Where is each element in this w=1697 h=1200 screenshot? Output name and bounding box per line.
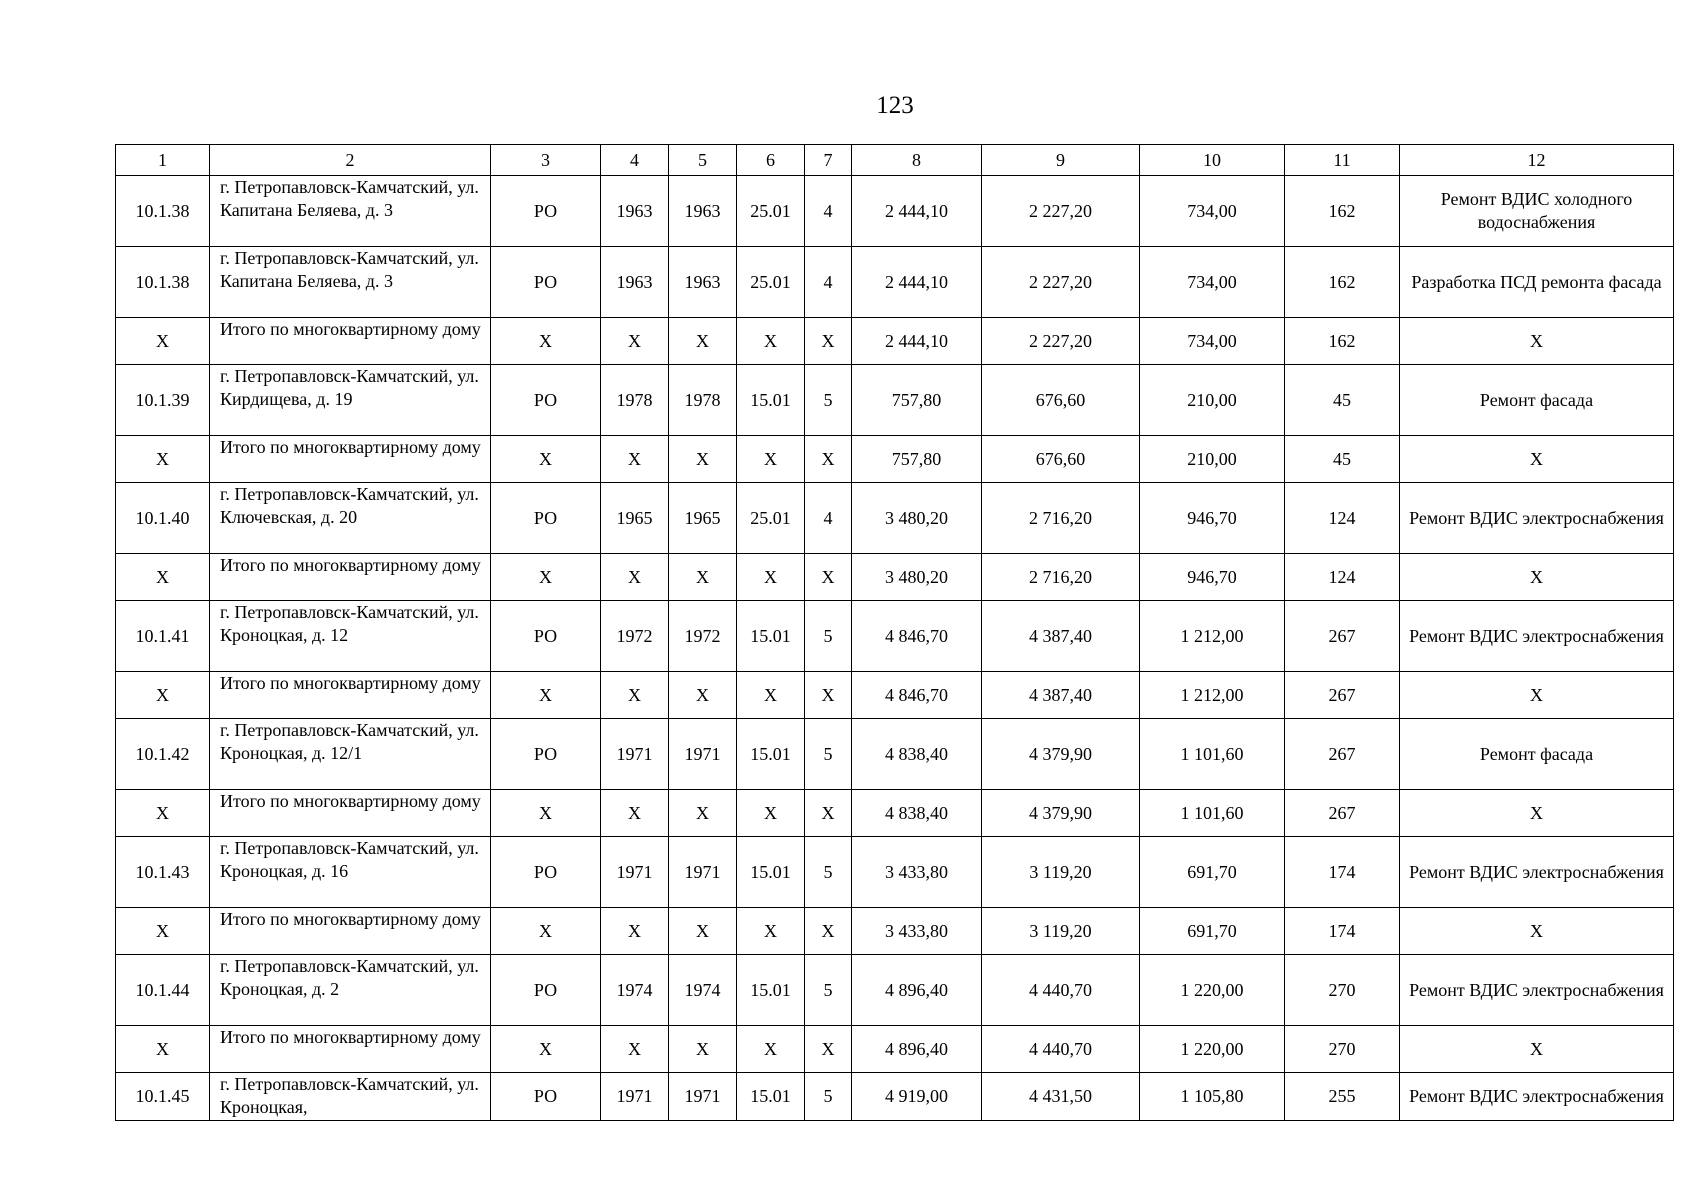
col7-cell: X [805,318,852,365]
col7-cell: 5 [805,1073,852,1121]
address-cell: Итого по многоквартирному дому [210,672,491,719]
col7-cell: X [805,554,852,601]
row-number-cell: X [116,790,210,837]
table-row [116,247,1674,318]
total-row [116,908,1674,955]
table-row [116,719,1674,790]
header-cell: 4 [601,145,669,176]
col3-cell: РО [491,601,601,672]
address-cell: г. Петропавловск-Камчатский, ул. Ключевская, д. 20 [210,483,491,554]
col6-cell: 25.01 [737,176,805,247]
col11-cell: 45 [1285,365,1400,436]
col6-cell: X [737,672,805,719]
row-number-cell: X [116,554,210,601]
col9-cell: 4 440,70 [982,955,1140,1026]
col10-cell: 210,00 [1140,436,1285,483]
col11-cell: 270 [1285,1026,1400,1073]
header-cell: 8 [852,145,982,176]
address-cell: Итого по многоквартирному дому [210,554,491,601]
col3-cell: РО [491,483,601,554]
work-type-cell: X [1400,318,1674,365]
col10-cell: 691,70 [1140,908,1285,955]
work-type-cell: Ремонт ВДИС электроснабжения [1400,837,1674,908]
col8-cell: 2 444,10 [852,318,982,365]
work-type-cell: Ремонт ВДИС электроснабжения [1400,955,1674,1026]
col6-cell: 15.01 [737,955,805,1026]
col8-cell: 4 846,70 [852,672,982,719]
table-row [116,365,1674,436]
table-row [116,1073,1674,1121]
header-cell: 7 [805,145,852,176]
col8-cell: 757,80 [852,365,982,436]
work-type-cell: Ремонт ВДИС электроснабжения [1400,483,1674,554]
col3-cell: РО [491,955,601,1026]
col8-cell: 757,80 [852,436,982,483]
work-type-cell: X [1400,672,1674,719]
col10-cell: 1 212,00 [1140,601,1285,672]
header-cell: 3 [491,145,601,176]
row-number-cell: 10.1.43 [116,837,210,908]
col10-cell: 210,00 [1140,365,1285,436]
col8-cell: 3 433,80 [852,837,982,908]
col7-cell: 5 [805,601,852,672]
address-cell: г. Петропавловск-Камчатский, ул. Кроноцкая, д. 12/1 [210,719,491,790]
col10-cell: 1 212,00 [1140,672,1285,719]
col5-cell: X [669,1026,737,1073]
col4-cell: 1971 [601,837,669,908]
header-cell: 11 [1285,145,1400,176]
row-number-cell: 10.1.39 [116,365,210,436]
work-type-cell: X [1400,554,1674,601]
col11-cell: 255 [1285,1073,1400,1121]
row-number-cell: X [116,1026,210,1073]
work-type-cell: X [1400,1026,1674,1073]
col4-cell: X [601,554,669,601]
repair-program-table [115,144,1674,1121]
col9-cell: 2 716,20 [982,554,1140,601]
col3-cell: РО [491,1073,601,1121]
col4-cell: X [601,908,669,955]
col7-cell: 5 [805,955,852,1026]
address-cell: г. Петропавловск-Камчатский, ул. Кроноцкая, д. 16 [210,837,491,908]
col5-cell: 1972 [669,601,737,672]
col5-cell: 1971 [669,1073,737,1121]
col4-cell: X [601,672,669,719]
col7-cell: X [805,672,852,719]
col5-cell: X [669,436,737,483]
col9-cell: 3 119,20 [982,908,1140,955]
col8-cell: 2 444,10 [852,247,982,318]
row-number-cell: 10.1.42 [116,719,210,790]
col5-cell: X [669,908,737,955]
col11-cell: 162 [1285,247,1400,318]
col4-cell: 1971 [601,719,669,790]
col4-cell: 1963 [601,247,669,318]
col7-cell: 5 [805,837,852,908]
col6-cell: 15.01 [737,837,805,908]
col7-cell: 4 [805,176,852,247]
col4-cell: 1963 [601,176,669,247]
col5-cell: 1965 [669,483,737,554]
col6-cell: X [737,554,805,601]
work-type-cell: Ремонт ВДИС холодного водоснабжения [1400,176,1674,247]
table-row [116,601,1674,672]
col8-cell: 4 838,40 [852,719,982,790]
table-body [116,145,1674,1121]
work-type-cell: Ремонт фасада [1400,719,1674,790]
col9-cell: 4 379,90 [982,790,1140,837]
col10-cell: 946,70 [1140,483,1285,554]
col4-cell: 1978 [601,365,669,436]
col10-cell: 1 105,80 [1140,1073,1285,1121]
col6-cell: 25.01 [737,247,805,318]
col6-cell: 15.01 [737,719,805,790]
col11-cell: 124 [1285,483,1400,554]
work-type-cell: X [1400,436,1674,483]
col9-cell: 4 379,90 [982,719,1140,790]
col9-cell: 2 716,20 [982,483,1140,554]
col11-cell: 162 [1285,176,1400,247]
page-number: 123 [876,92,914,119]
col10-cell: 1 101,60 [1140,719,1285,790]
col4-cell: X [601,318,669,365]
col9-cell: 4 431,50 [982,1073,1140,1121]
total-row [116,554,1674,601]
col4-cell: 1972 [601,601,669,672]
address-cell: г. Петропавловск-Камчатский, ул. Кирдищева, д. 19 [210,365,491,436]
col6-cell: 15.01 [737,365,805,436]
col5-cell: 1963 [669,176,737,247]
col8-cell: 2 444,10 [852,176,982,247]
col6-cell: X [737,908,805,955]
col6-cell: 15.01 [737,1073,805,1121]
work-type-cell: Ремонт фасада [1400,365,1674,436]
col8-cell: 3 433,80 [852,908,982,955]
col6-cell: X [737,790,805,837]
col4-cell: X [601,1026,669,1073]
col8-cell: 4 838,40 [852,790,982,837]
col5-cell: 1978 [669,365,737,436]
table-row [116,176,1674,247]
col9-cell: 4 387,40 [982,601,1140,672]
col3-cell: X [491,908,601,955]
address-cell: г. Петропавловск-Камчатский, ул. Капитана Беляева, д. 3 [210,247,491,318]
col3-cell: X [491,1026,601,1073]
col8-cell: 3 480,20 [852,483,982,554]
col9-cell: 4 387,40 [982,672,1140,719]
work-type-cell: Разработка ПСД ремонта фасада [1400,247,1674,318]
col3-cell: РО [491,176,601,247]
col5-cell: X [669,672,737,719]
col9-cell: 676,60 [982,436,1140,483]
col10-cell: 734,00 [1140,247,1285,318]
col11-cell: 267 [1285,672,1400,719]
work-type-cell: Ремонт ВДИС электроснабжения [1400,1073,1674,1121]
col7-cell: 4 [805,247,852,318]
work-type-cell: X [1400,790,1674,837]
header-cell: 2 [210,145,491,176]
row-number-cell: 10.1.38 [116,176,210,247]
col4-cell: 1965 [601,483,669,554]
header-cell: 10 [1140,145,1285,176]
col3-cell: РО [491,837,601,908]
col3-cell: X [491,672,601,719]
col7-cell: X [805,436,852,483]
col8-cell: 4 896,40 [852,955,982,1026]
col11-cell: 45 [1285,436,1400,483]
col10-cell: 691,70 [1140,837,1285,908]
address-cell: Итого по многоквартирному дому [210,908,491,955]
address-cell: Итого по многоквартирному дому [210,1026,491,1073]
address-cell: г. Петропавловск-Камчатский, ул. Кроноцкая, [210,1073,491,1121]
row-number-cell: 10.1.38 [116,247,210,318]
col10-cell: 734,00 [1140,176,1285,247]
address-cell: г. Петропавловск-Камчатский, ул. Кроноцкая, д. 12 [210,601,491,672]
col10-cell: 1 220,00 [1140,1026,1285,1073]
row-number-cell: 10.1.44 [116,955,210,1026]
col10-cell: 946,70 [1140,554,1285,601]
col6-cell: X [737,1026,805,1073]
col4-cell: X [601,790,669,837]
address-cell: Итого по многоквартирному дому [210,318,491,365]
col8-cell: 4 846,70 [852,601,982,672]
col7-cell: X [805,908,852,955]
col5-cell: 1974 [669,955,737,1026]
work-type-cell: Ремонт ВДИС электроснабжения [1400,601,1674,672]
col7-cell: X [805,790,852,837]
col11-cell: 270 [1285,955,1400,1026]
row-number-cell: 10.1.41 [116,601,210,672]
col6-cell: 15.01 [737,601,805,672]
col5-cell: 1971 [669,837,737,908]
col8-cell: 4 919,00 [852,1073,982,1121]
col9-cell: 4 440,70 [982,1026,1140,1073]
col5-cell: X [669,318,737,365]
col8-cell: 3 480,20 [852,554,982,601]
total-row [116,1026,1674,1073]
col11-cell: 267 [1285,601,1400,672]
table-row [116,837,1674,908]
header-cell: 12 [1400,145,1674,176]
col3-cell: РО [491,719,601,790]
col9-cell: 2 227,20 [982,176,1140,247]
col6-cell: X [737,436,805,483]
col10-cell: 734,00 [1140,318,1285,365]
row-number-cell: X [116,318,210,365]
col3-cell: РО [491,247,601,318]
col6-cell: X [737,318,805,365]
total-row [116,436,1674,483]
header-cell: 9 [982,145,1140,176]
col4-cell: 1974 [601,955,669,1026]
header-cell: 1 [116,145,210,176]
total-row [116,790,1674,837]
header-cell: 6 [737,145,805,176]
col9-cell: 2 227,20 [982,318,1140,365]
col11-cell: 267 [1285,790,1400,837]
col11-cell: 267 [1285,719,1400,790]
col11-cell: 124 [1285,554,1400,601]
col4-cell: X [601,436,669,483]
col7-cell: X [805,1026,852,1073]
table-row [116,955,1674,1026]
address-cell: Итого по многоквартирному дому [210,436,491,483]
col11-cell: 162 [1285,318,1400,365]
col3-cell: X [491,554,601,601]
row-number-cell: 10.1.45 [116,1073,210,1121]
col10-cell: 1 101,60 [1140,790,1285,837]
row-number-cell: X [116,436,210,483]
row-number-cell: X [116,672,210,719]
address-cell: г. Петропавловск-Камчатский, ул. Кроноцкая, д. 2 [210,955,491,1026]
row-number-cell: X [116,908,210,955]
table-row [116,483,1674,554]
col11-cell: 174 [1285,908,1400,955]
col6-cell: 25.01 [737,483,805,554]
col10-cell: 1 220,00 [1140,955,1285,1026]
col11-cell: 174 [1285,837,1400,908]
col3-cell: РО [491,365,601,436]
col9-cell: 2 227,20 [982,247,1140,318]
address-cell: г. Петропавловск-Камчатский, ул. Капитана Беляева, д. 3 [210,176,491,247]
col3-cell: X [491,436,601,483]
col7-cell: 5 [805,719,852,790]
col8-cell: 4 896,40 [852,1026,982,1073]
col4-cell: 1971 [601,1073,669,1121]
col3-cell: X [491,790,601,837]
col3-cell: X [491,318,601,365]
row-number-cell: 10.1.40 [116,483,210,554]
col9-cell: 676,60 [982,365,1140,436]
col7-cell: 5 [805,365,852,436]
header-row [116,145,1674,176]
address-cell: Итого по многоквартирному дому [210,790,491,837]
col5-cell: 1971 [669,719,737,790]
total-row [116,318,1674,365]
col5-cell: X [669,790,737,837]
col7-cell: 4 [805,483,852,554]
work-type-cell: X [1400,908,1674,955]
col9-cell: 3 119,20 [982,837,1140,908]
header-cell: 5 [669,145,737,176]
total-row [116,672,1674,719]
col5-cell: X [669,554,737,601]
col5-cell: 1963 [669,247,737,318]
